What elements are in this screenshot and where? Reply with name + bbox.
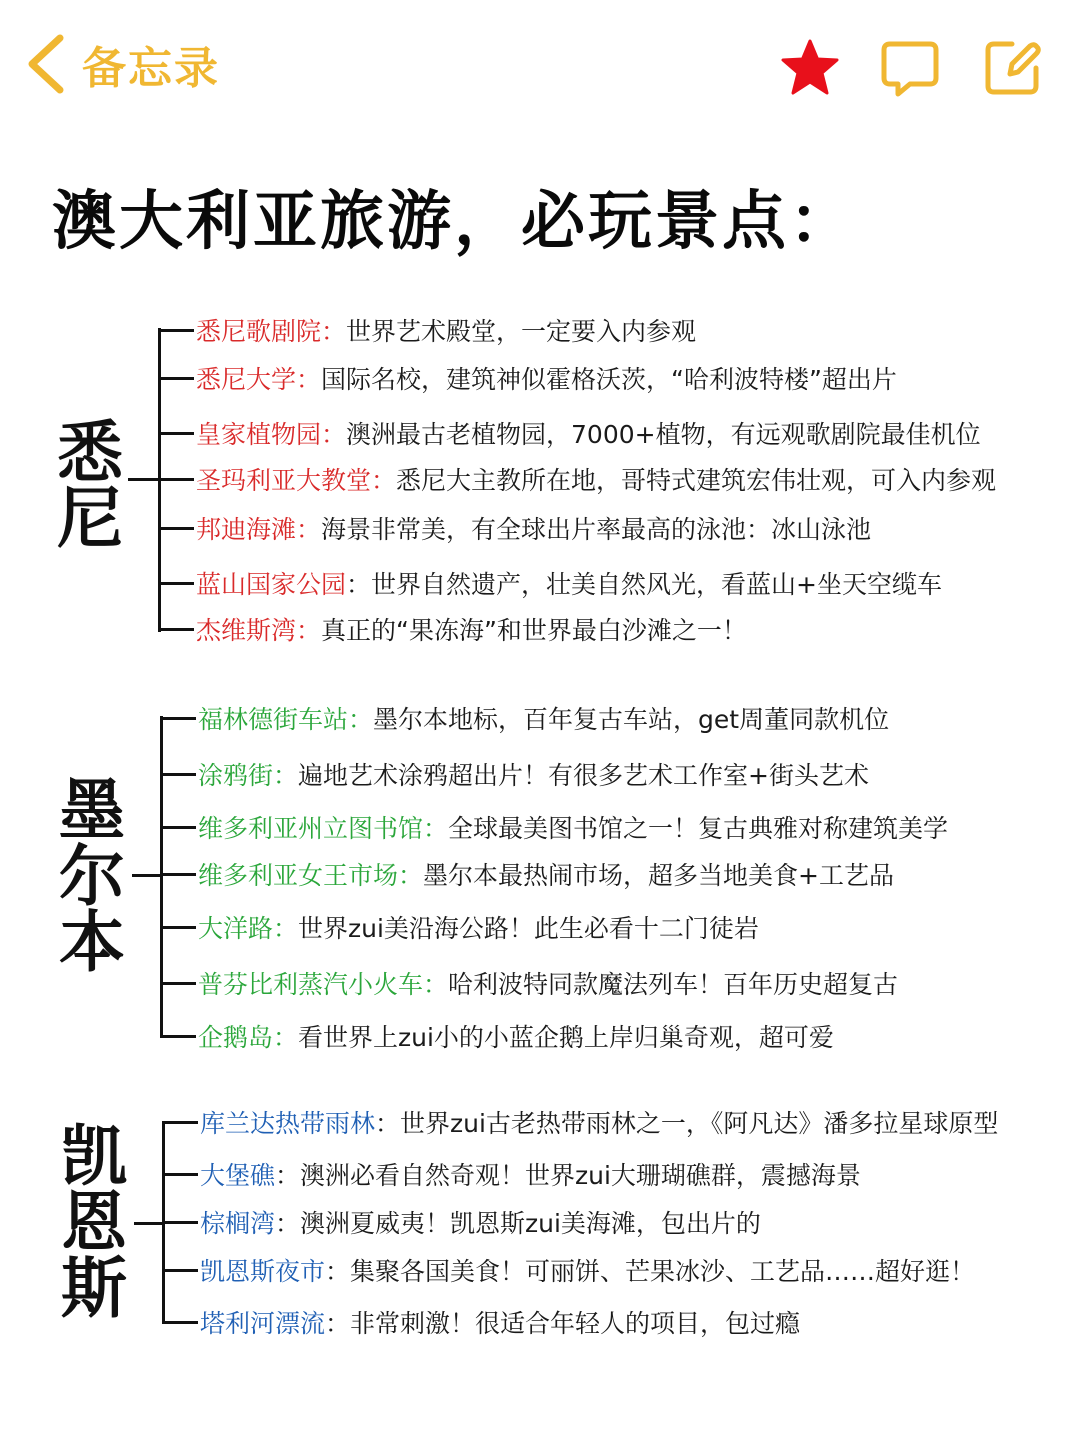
attraction-name: 福林德街车站： [198, 705, 374, 734]
attraction-desc: 哈利波特同款魔法列车！百年历史超复古 [448, 970, 899, 999]
attraction-name: 企鹅岛： [198, 1023, 299, 1052]
edit-icon [982, 38, 1042, 98]
page-title: 澳大利亚旅游，必玩景点： [52, 185, 856, 259]
list-item [160, 696, 889, 740]
attraction-name: 凯恩斯夜市 [200, 1257, 326, 1286]
list-item [162, 1200, 761, 1244]
connector [132, 874, 162, 877]
attraction-desc: 世界艺术殿堂，一定要入内参观 [346, 317, 697, 346]
back-button[interactable] [22, 32, 220, 96]
list-item [160, 905, 759, 949]
attraction-desc: ：集聚各国美食！可丽饼、芒果冰沙、工艺品……超好逛！ [325, 1257, 976, 1286]
attraction-name: 邦迪海滩： [196, 515, 322, 544]
list-item [160, 805, 948, 849]
list-item [158, 561, 942, 605]
list-item [162, 1152, 861, 1196]
list-item [158, 411, 981, 455]
list-item [160, 961, 898, 1005]
attraction-desc: 墨尔本地标，百年复古车站，get周董同款机位 [373, 705, 890, 734]
comment-icon [880, 38, 940, 98]
top-bar [0, 0, 1080, 130]
attraction-name: 悉尼歌剧院： [196, 317, 347, 346]
list-item [162, 1248, 975, 1292]
attraction-name: 大洋路： [198, 914, 299, 943]
list-item [162, 1300, 800, 1344]
list-item [158, 308, 696, 352]
list-item [162, 1100, 998, 1144]
attraction-desc: ：澳洲必看自然奇观！世界zui大珊瑚礁群，震撼海景 [275, 1161, 861, 1190]
attraction-name: 普芬比利蒸汽小火车： [198, 970, 449, 999]
attraction-desc: ：非常刺激！很适合年轻人的项目，包过瘾 [325, 1309, 801, 1338]
list-item [158, 506, 871, 550]
star-icon [780, 38, 840, 98]
comment-button[interactable] [880, 38, 940, 98]
back-label: 备忘录 [82, 43, 220, 94]
attraction-desc: 全球最美图书馆之一！复古典雅对称建筑美学 [448, 814, 949, 843]
city-label-sydney: 悉 尼 [57, 414, 123, 557]
connector [128, 478, 160, 481]
list-item [160, 852, 894, 896]
list-item [158, 356, 897, 400]
city-label-melbourne: 墨 尔 本 [59, 772, 125, 981]
attraction-desc: 澳洲最古老植物园，7000+植物，有远观歌剧院最佳机位 [346, 420, 981, 449]
attraction-desc: 墨尔本最热闹市场，超多当地美食+工艺品 [423, 861, 894, 890]
list-item [158, 457, 996, 501]
attraction-desc: ：澳洲夏威夷！凯恩斯zui美海滩，包出片的 [275, 1209, 761, 1238]
attraction-desc: 国际名校，建筑神似霍格沃茨，“哈利波特楼”超出片 [321, 365, 897, 394]
attraction-name: 棕榈湾 [200, 1209, 276, 1238]
attraction-name: 悉尼大学： [196, 365, 322, 394]
attraction-name: 库兰达热带雨林 [200, 1109, 376, 1138]
attraction-desc: ：世界zui古老热带雨林之一，《阿凡达》潘多拉星球原型 [375, 1109, 999, 1138]
attraction-name: 涂鸦街： [198, 761, 299, 790]
list-item [160, 752, 869, 796]
chevron-left-icon [22, 32, 68, 96]
attraction-name: 圣玛利亚大教堂： [196, 466, 397, 495]
attraction-desc: 世界zui美沿海公路！此生必看十二门徒岩 [298, 914, 759, 943]
attraction-desc: ：世界自然遗产，壮美自然风光，看蓝山+坐天空缆车 [346, 570, 942, 599]
attraction-desc: 海景非常美，有全球出片率最高的泳池：冰山泳池 [321, 515, 872, 544]
attraction-name: 皇家植物园： [196, 420, 347, 449]
attraction-name: 维多利亚女王市场： [198, 861, 424, 890]
attraction-name: 大堡礁 [200, 1161, 276, 1190]
attraction-name: 杰维斯湾： [196, 616, 322, 645]
attraction-name: 蓝山国家公园 [196, 570, 347, 599]
attraction-desc: 看世界上zui小的小蓝企鹅上岸归巢奇观，超可爱 [298, 1023, 834, 1052]
connector [134, 1222, 164, 1225]
list-item [160, 1014, 834, 1058]
star-button[interactable] [780, 38, 840, 98]
edit-button[interactable] [982, 38, 1042, 98]
attraction-name: 塔利河漂流 [200, 1309, 326, 1338]
attraction-name: 维多利亚州立图书馆： [198, 814, 449, 843]
attraction-desc: 遍地艺术涂鸦超出片！有很多艺术工作室+街头艺术 [298, 761, 869, 790]
list-item [158, 607, 747, 651]
attraction-desc: 悉尼大主教所在地，哥特式建筑宏伟壮观，可入内参观 [396, 466, 997, 495]
attraction-desc: 真正的“果冻海”和世界最白沙滩之一！ [321, 616, 747, 645]
city-label-cairns: 凯 恩 斯 [61, 1118, 127, 1327]
